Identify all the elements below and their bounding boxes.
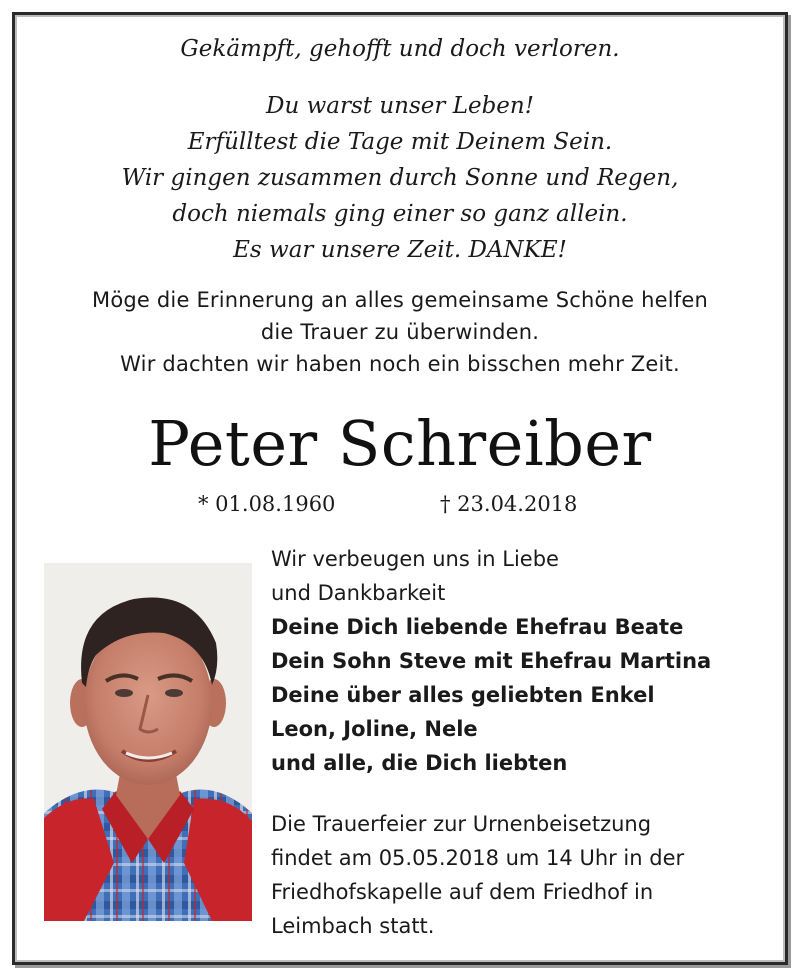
- ceremony-line: Friedhofskapelle auf dem Friedhof in: [271, 880, 654, 904]
- poem-line: Wir gingen zusammen durch Sonne und Regen,: [121, 165, 679, 191]
- family-intro-line: und Dankbarkeit: [271, 581, 446, 605]
- portrait-photo: [44, 563, 252, 921]
- ceremony-line: Die Trauerfeier zur Urnenbeisetzung: [271, 812, 652, 836]
- birth-date: * 01.08.1960: [198, 492, 336, 516]
- poem-line: Es war unsere Zeit. DANKE!: [233, 237, 567, 263]
- ceremony-line: findet am 05.05.2018 um 14 Uhr in der: [271, 846, 685, 870]
- motto: Gekämpft, gehofft und doch verloren.: [180, 36, 620, 62]
- mourner-line: und alle, die Dich liebten: [271, 751, 568, 775]
- ceremony-line: Leimbach statt.: [271, 914, 435, 938]
- memory-line: Möge die Erinnerung an alles gemeinsame Schöne helfen: [92, 288, 708, 312]
- memory-line: Wir dachten wir haben noch ein bisschen mehr Zeit.: [120, 352, 680, 376]
- deceased-name: Peter Schreiber: [148, 407, 652, 480]
- poem-line: Du warst unser Leben!: [266, 93, 534, 119]
- memory-text: [0, 284, 800, 380]
- poem-line: Erfülltest die Tage mit Deinem Sein.: [187, 129, 613, 155]
- portrait-illustration: [44, 563, 252, 921]
- poem: [0, 88, 800, 268]
- mourner-line: Leon, Joline, Nele: [271, 717, 478, 741]
- family-section: [271, 542, 711, 780]
- mourner-line: Deine Dich liebende Ehefrau Beate: [271, 615, 684, 639]
- memory-line: die Trauer zu überwinden.: [260, 320, 540, 344]
- family-intro-line: Wir verbeugen uns in Liebe: [271, 547, 559, 571]
- mourner-line: Dein Sohn Steve mit Ehefrau Martina: [271, 649, 712, 673]
- death-date: † 23.04.2018: [440, 492, 578, 516]
- ceremony-notice: [271, 807, 684, 943]
- poem-line: doch niemals ging einer so ganz allein.: [172, 201, 628, 227]
- mourner-line: Deine über alles geliebten Enkel: [271, 683, 655, 707]
